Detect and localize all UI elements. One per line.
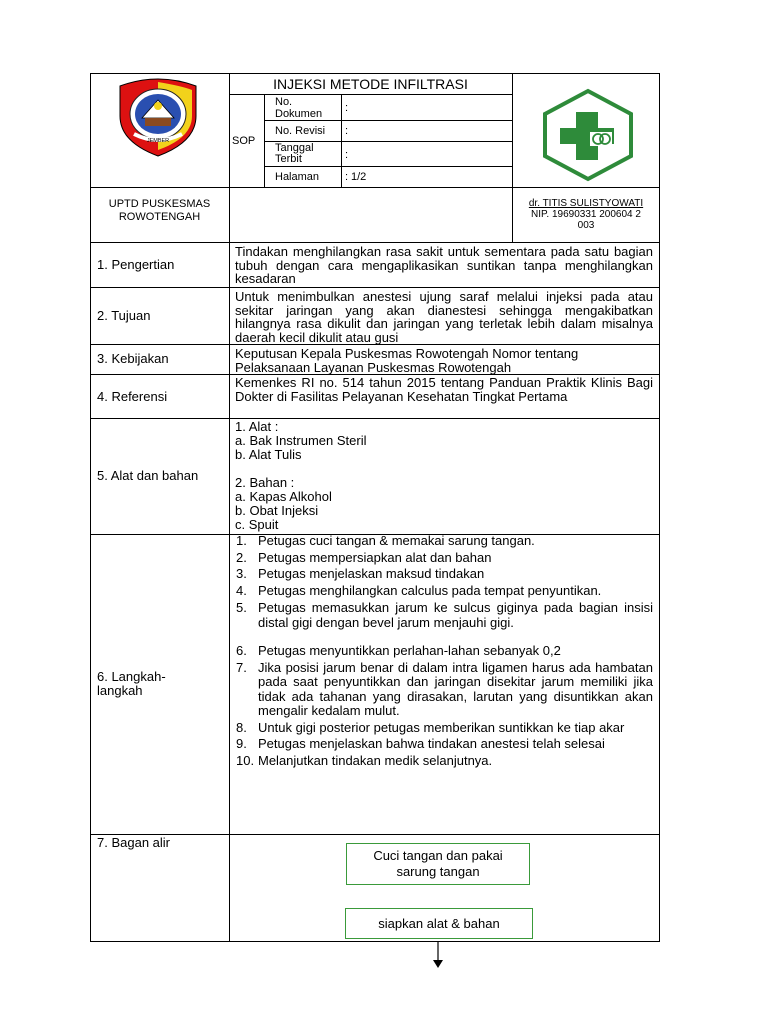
section-text-tujuan: Untuk menimbulkan anestesi ujung saraf melalui injeksi pada atau sekitar jaringan yang akan dianestesi sehingga mengakibatkan hilangnya rasa dikulit dan jaringan yang terletak lebih dalam misalnya daerah kecil dikulit atau gusi xyxy=(235,289,653,345)
step-num: 9. xyxy=(236,736,247,751)
section-label-referensi: 4. Referensi xyxy=(97,389,168,404)
step-num: 4. xyxy=(236,582,247,598)
section-label-kebijakan: 3. Kebijakan xyxy=(97,351,169,366)
field-sep: : xyxy=(345,102,349,114)
step-num: 8. xyxy=(236,719,247,735)
document-title: INJEKSI METODE INFILTRASI xyxy=(273,76,468,92)
step-item xyxy=(236,644,653,659)
section-text-referensi: Kemenkes RI no. 514 tahun 2015 tentang Panduan Praktik Klinis Bagi Dokter di Fasilitas Pelayanan Kesehatan Tingkat Pertama xyxy=(235,375,653,404)
step-num: 6. xyxy=(236,643,247,658)
step-text: Petugas menyuntikkan perlahan-lahan sebanyak 0,2 xyxy=(258,643,561,658)
header-logo-line xyxy=(90,187,660,188)
field-sep: : xyxy=(345,125,349,137)
sop-label: SOP xyxy=(232,135,256,147)
title-underline xyxy=(229,94,512,95)
field-row-line xyxy=(264,166,512,167)
step-text: Petugas memasukkan jarum ke sulcus giginya pada bagian insisi distal gigi dengan bevel jarum menjauhi gigi. xyxy=(258,600,653,630)
step-num: 10. xyxy=(236,752,255,768)
langkah-label-2: langkah xyxy=(97,683,143,698)
field-value-halaman: 1/2 xyxy=(351,171,367,183)
section-label-tujuan: 2. Tujuan xyxy=(97,308,151,323)
step-num: 3. xyxy=(236,566,247,581)
step-item xyxy=(236,534,653,549)
bahan-item: b. Obat Injeksi xyxy=(235,503,319,518)
step-num: 5. xyxy=(236,600,247,615)
section-label-langkah xyxy=(97,670,166,698)
section-label-alat: 5. Alat dan bahan xyxy=(97,468,199,483)
row-line xyxy=(90,418,660,419)
section-text-pengertian: Tindakan menghilangkan rasa sakit untuk sementara pada satu bagian tubuh dengan cara mengaplikasikan suntikan tanpa menghilangkan kesadaran xyxy=(235,244,653,286)
steps-list xyxy=(236,534,653,768)
row-line xyxy=(90,834,660,835)
langkah-label-1: 6. Langkah- xyxy=(97,669,166,684)
step-text: Petugas menjelaskan maksud tindakan xyxy=(258,566,485,581)
field-row-line xyxy=(264,120,512,121)
step-num: 7. xyxy=(236,659,247,675)
puskesmas-logo-icon xyxy=(540,88,636,182)
alat-heading: 1. Alat : xyxy=(235,419,279,434)
step-text: Petugas menghilangkan calculus pada tempat penyuntikan. xyxy=(258,582,602,598)
step-text: Petugas cuci tangan & memakai sarung tangan. xyxy=(258,533,535,548)
step-text: Petugas menjelaskan bahwa tindakan anestesi telah selesai xyxy=(258,736,605,751)
step-num: 2. xyxy=(236,549,247,565)
step-item xyxy=(236,601,653,630)
row-line xyxy=(90,287,660,288)
section-label-pengertian: 1. Pengertian xyxy=(97,257,175,272)
signer-block xyxy=(512,198,660,231)
flow-arrow-icon xyxy=(431,941,445,969)
signer-nip: NIP. 19690331 200604 2 003 xyxy=(531,209,641,231)
step-item xyxy=(236,721,653,736)
step-item xyxy=(236,567,653,582)
step-text: Jika posisi jarum benar di dalam intra ligamen harus ada hambatan pada saat penyuntikkan dan jaringan disekitar jarum memiliki jika tidak ada tahanan yang dirasakan, larutan yang disuntikkan akan mengalir kedalam mulut. xyxy=(258,659,653,718)
column-divider xyxy=(229,73,230,942)
crest-lettering: JEMBER xyxy=(146,138,170,144)
bahan-item: a. Kapas Alkohol xyxy=(235,489,332,504)
signer-name: dr. TITIS SULISTYOWATI xyxy=(528,198,644,209)
step-text: Petugas mempersiapkan alat dan bahan xyxy=(258,549,492,565)
org-line-1: UPTD PUSKESMAS xyxy=(108,198,211,210)
step-item xyxy=(236,551,653,566)
step-text: Untuk gigi posterior petugas memberikan suntikkan ke tiap akar xyxy=(258,719,625,735)
section-text-kebijakan: Keputusan Kepala Puskesmas Rowotengah Nomor tentang Pelaksanaan Layanan Puskesmas Rowotengah xyxy=(235,346,579,375)
flow-step-1: Cuci tangan dan pakai sarung tangan xyxy=(346,843,530,885)
step-num: 1. xyxy=(236,533,247,548)
org-line-2: ROWOTENGAH xyxy=(118,211,201,223)
step-item xyxy=(236,754,653,769)
alat-item: a. Bak Instrumen Steril xyxy=(235,433,367,448)
alat-item: b. Alat Tulis xyxy=(235,447,302,462)
step-item xyxy=(236,661,653,719)
row-line xyxy=(90,242,660,243)
regency-crest-icon xyxy=(112,76,204,158)
step-item xyxy=(236,584,653,599)
bahan-heading: 2. Bahan : xyxy=(235,475,295,490)
field-label-no-dokumen: No. Dokumen xyxy=(275,96,323,120)
bahan-item: c. Spuit xyxy=(235,517,279,532)
section-label-bagan: 7. Bagan alir xyxy=(97,835,170,850)
field-label-tanggal-terbit: Tanggal Terbit xyxy=(275,142,314,165)
step-item xyxy=(236,737,653,752)
flow-step-2: siapkan alat & bahan xyxy=(345,908,533,939)
step-text: Melanjutkan tindakan medik selanjutnya. xyxy=(258,752,493,768)
org-name xyxy=(90,198,229,224)
field-label-halaman: Halaman xyxy=(275,171,320,183)
field-label-no-revisi: No. Revisi xyxy=(275,125,326,137)
field-sep: : xyxy=(345,171,349,183)
field-sep: : xyxy=(345,149,349,161)
